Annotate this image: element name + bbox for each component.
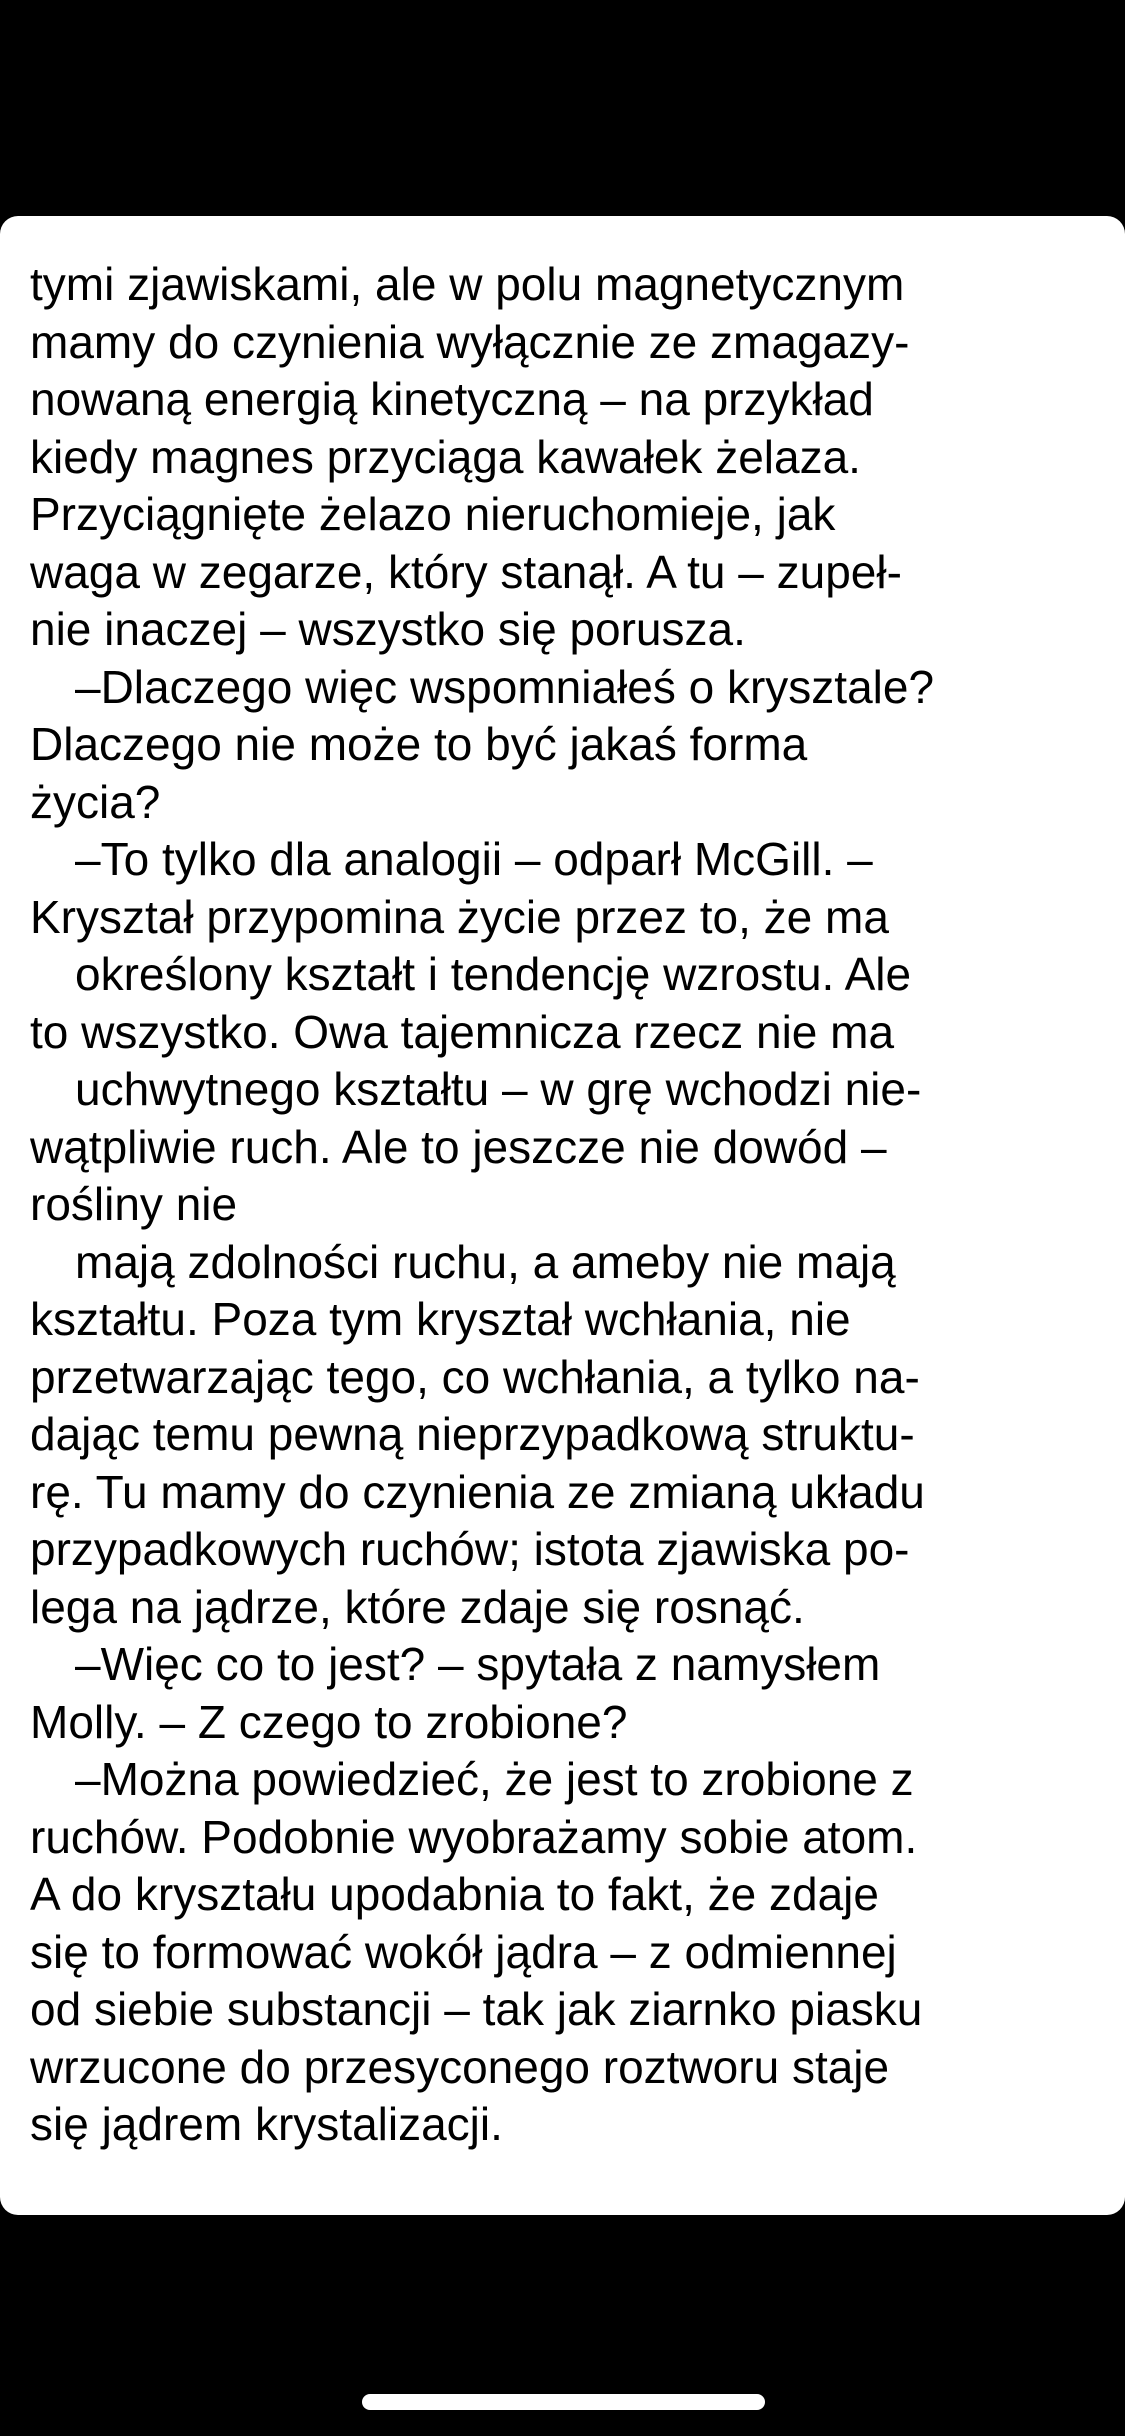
text-line: rę. Tu mamy do czynienia ze zmianą układu xyxy=(30,1465,925,1518)
text-line: się jądrem krystalizacji. xyxy=(30,2098,503,2150)
home-indicator[interactable] xyxy=(362,2394,765,2410)
text-line: życia? xyxy=(30,775,161,828)
text-line: –Dlaczego więc wspomniałeś o krysztale? xyxy=(75,660,935,713)
text-line: się to formować wokół jądra – z odmiennej xyxy=(30,1925,897,1978)
book-page[interactable] xyxy=(0,216,1125,2215)
text-line: wrzucone do przesyconego roztworu staje xyxy=(30,2040,890,2093)
text-line: waga w zegarze, który stanął. A tu – zupeł- xyxy=(30,545,902,598)
text-line: uchwytnego kształtu – w grę wchodzi nie- xyxy=(75,1063,922,1115)
text-line: –Więc co to jest? – spytała z namysłem xyxy=(75,1638,881,1690)
text-line: rośliny nie xyxy=(30,1178,238,1230)
page-text xyxy=(30,256,1110,2154)
text-line: –To tylko dla analogii – odparł McGill. – xyxy=(75,833,873,885)
text-line: kształtu. Poza tym kryształ wchłania, nie xyxy=(30,1293,851,1345)
text-line: mamy do czynienia wyłącznie ze zmagazy- xyxy=(30,315,910,368)
text-line: Dlaczego nie może to być jakaś forma xyxy=(30,718,808,770)
text-line: Przyciągnięte żelazo nieruchomieje, jak xyxy=(30,488,836,540)
text-line: nowaną energią kinetyczną – na przykład xyxy=(30,373,874,425)
text-line: kiedy magnes przyciąga kawałek żelaza. xyxy=(30,430,861,483)
text-line: przetwarzając tego, co wchłania, a tylko na- xyxy=(30,1350,920,1403)
text-line: tymi zjawiskami, ale w polu magnetycznym xyxy=(30,258,905,310)
text-line: określony kształt i tendencję wzrostu. Ale xyxy=(75,948,912,1000)
text-line: –Można powiedzieć, że jest to zrobione z xyxy=(75,1753,914,1805)
text-line: to wszystko. Owa tajemnicza rzecz nie ma xyxy=(30,1005,895,1058)
text-line: Kryształ przypomina życie przez to, że ma xyxy=(30,890,889,943)
text-line: ruchów. Podobnie wyobrażamy sobie atom. xyxy=(30,1810,918,1863)
text-line: od siebie substancji – tak jak ziarnko piasku xyxy=(30,1983,923,2035)
text-line: przypadkowych ruchów; istota zjawiska po- xyxy=(30,1523,910,1575)
text-line: nie inaczej – wszystko się porusza. xyxy=(30,603,746,655)
text-line: Molly. – Z czego to zrobione? xyxy=(30,1695,628,1748)
text-line: dając temu pewną nieprzypadkową struktu- xyxy=(30,1408,915,1460)
text-line: wątpliwie ruch. Ale to jeszcze nie dowód – xyxy=(30,1120,887,1173)
text-line: A do kryształu upodabnia to fakt, że zdaje xyxy=(30,1868,879,1920)
text-line: mają zdolności ruchu, a ameby nie mają xyxy=(75,1235,896,1288)
text-line: lega na jądrze, które zdaje się rosnąć. xyxy=(30,1580,805,1633)
